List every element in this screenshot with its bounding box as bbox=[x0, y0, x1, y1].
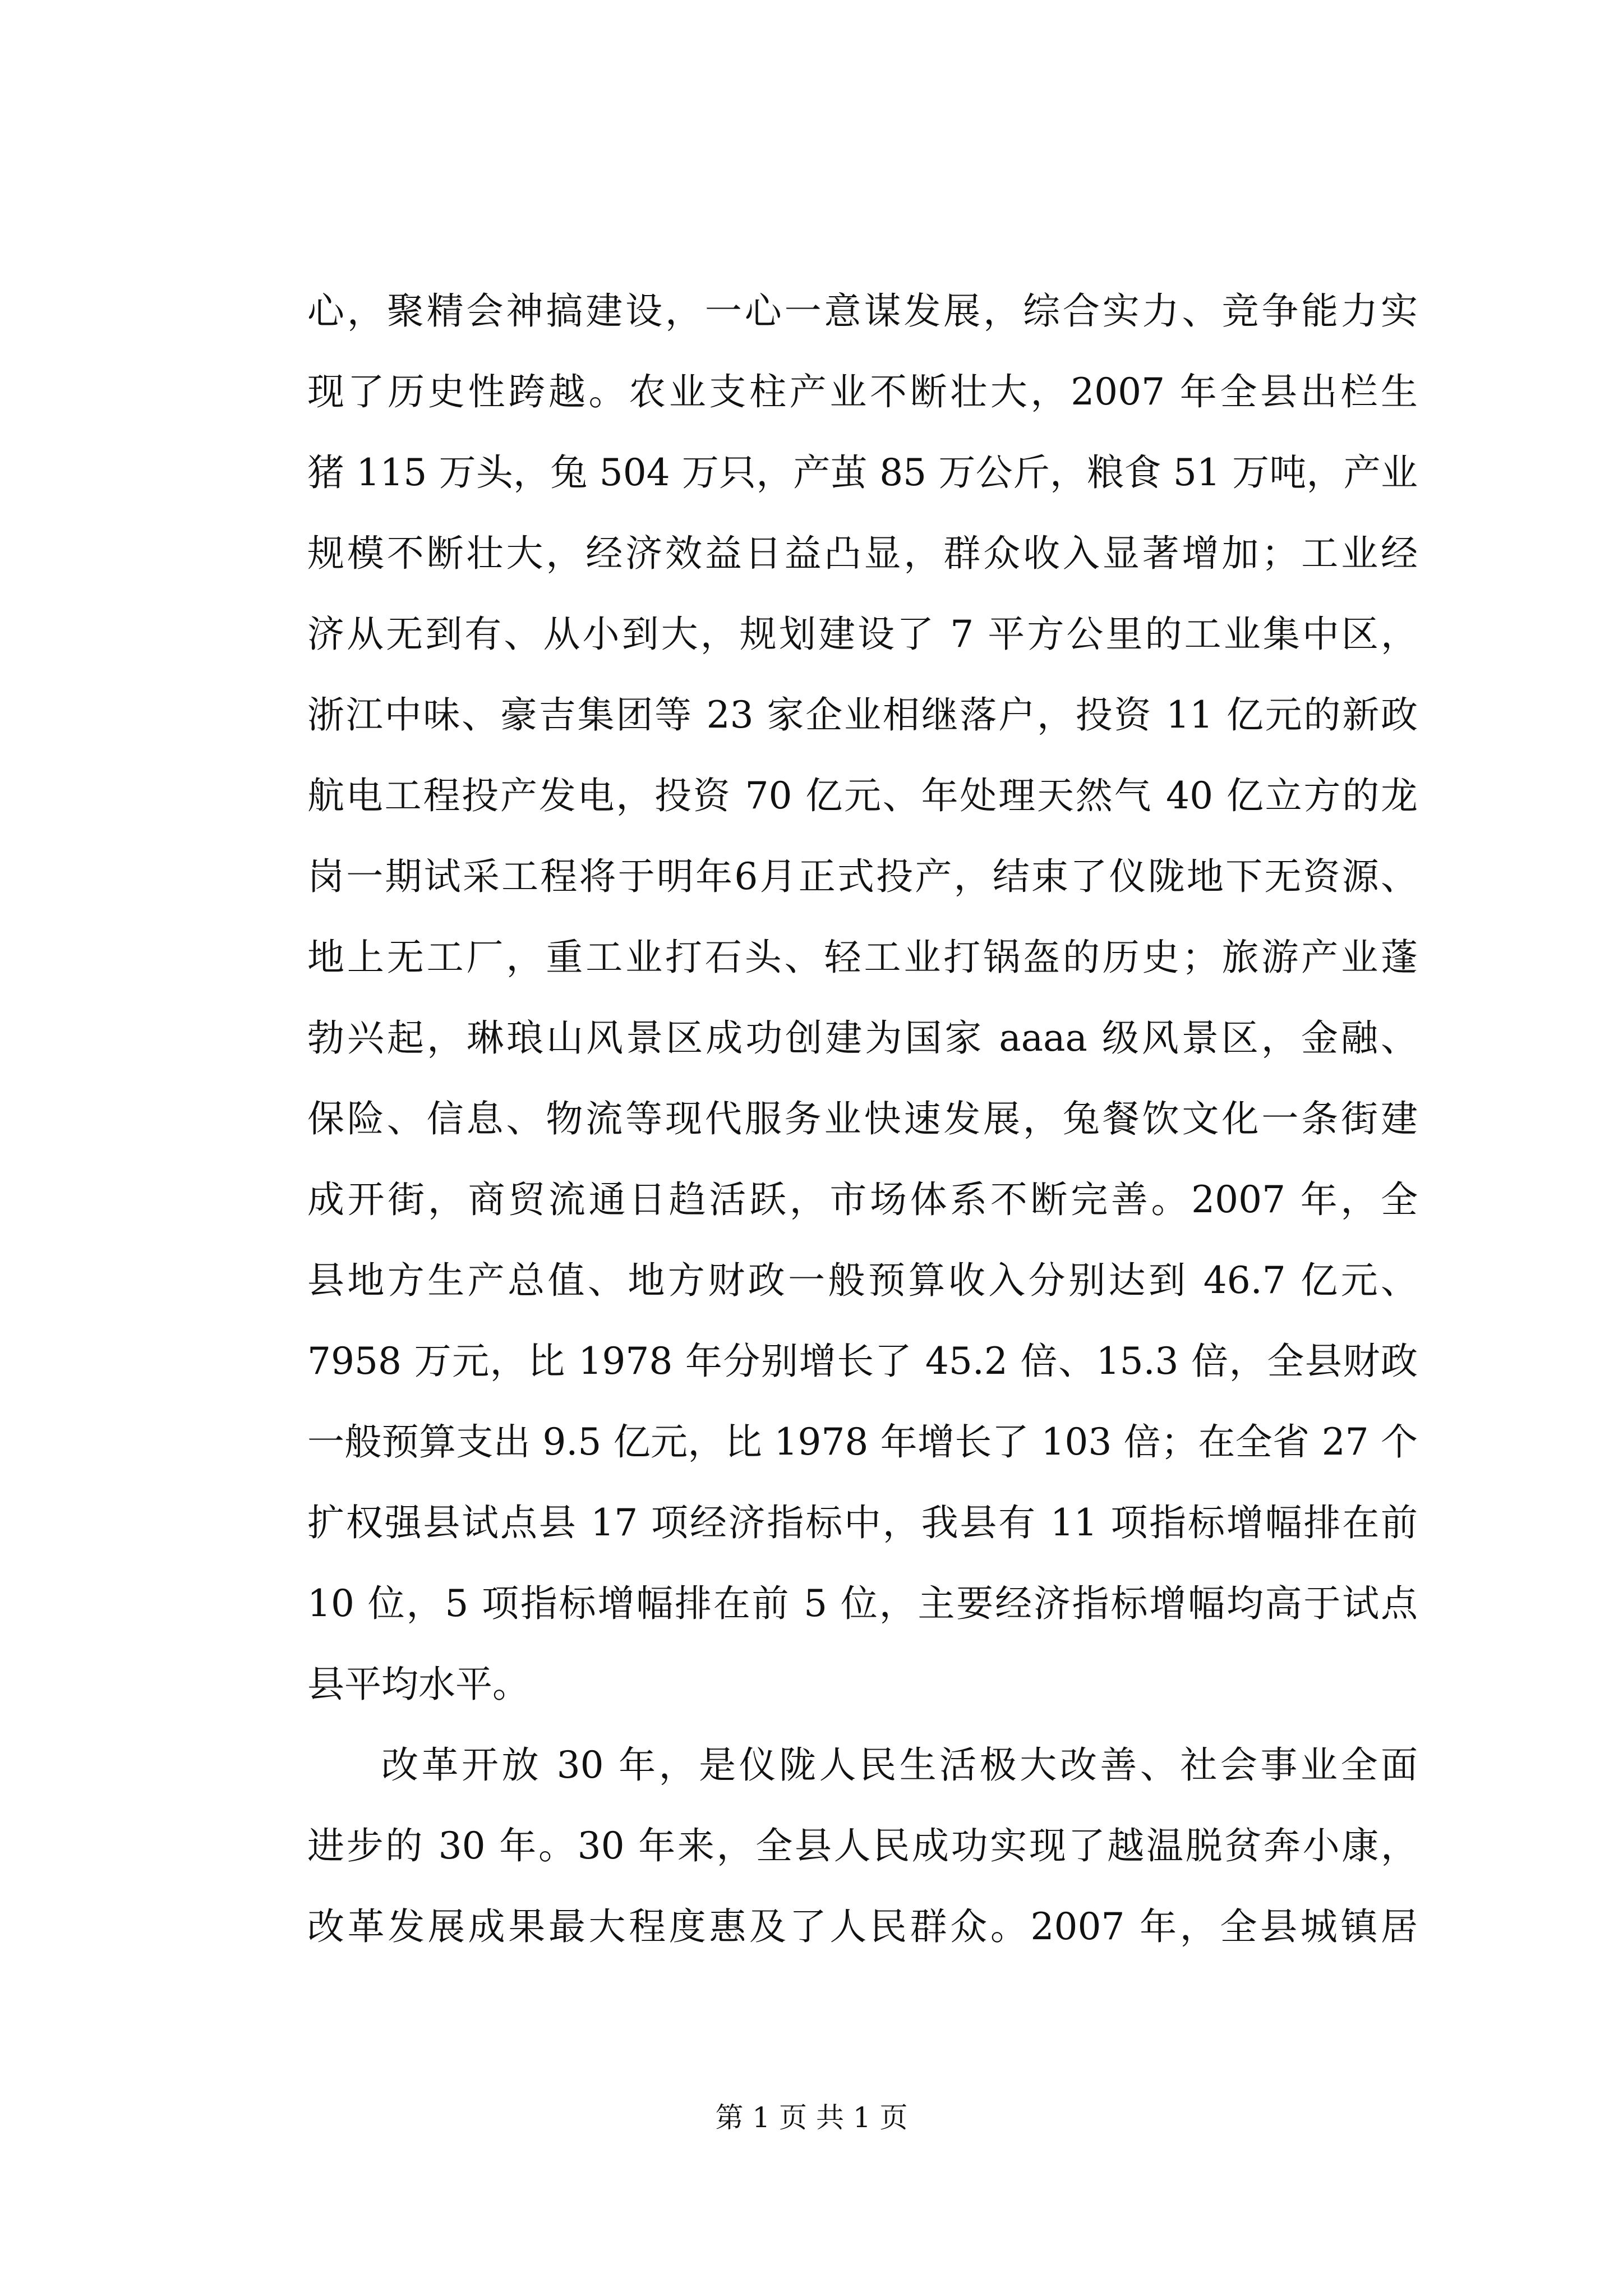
paragraph-1-line-2: 现了历史性跨越。农业支柱产业不断壮大，2007 年全县出栏生 bbox=[307, 370, 1418, 413]
paragraph-1-line-16: 扩权强县试点县 17 项经济指标中，我县有 11 项指标增幅排在前 bbox=[307, 1501, 1418, 1544]
paragraph-1-line-14: 7958 万元，比 1978 年分别增长了 45.2 倍、15.3 倍，全县财政 bbox=[307, 1340, 1418, 1383]
paragraph-1-line-10: 勃兴起，琳琅山风景区成功创建为国家 aaaa 级风景区，金融、 bbox=[307, 1016, 1418, 1060]
paragraph-2-line-2: 进步的 30 年。30 年来，全县人民成功实现了越温脱贫奔小康， bbox=[307, 1824, 1418, 1867]
paragraph-1-line-3: 猪 115 万头，兔 504 万只，产茧 85 万公斤，粮食 51 万吨，产业 bbox=[307, 451, 1418, 494]
paragraph-1-line-15: 一般预算支出 9.5 亿元，比 1978 年增长了 103 倍；在全省 27 个 bbox=[307, 1420, 1418, 1464]
paragraph-1-line-12: 成开街，商贸流通日趋活跃，市场体系不断完善。2007 年，全 bbox=[307, 1178, 1418, 1221]
paragraph-1-line-9: 地上无工厂，重工业打石头、轻工业打锅盔的历史；旅游产业蓬 bbox=[307, 936, 1418, 979]
paragraph-1-line-7: 航电工程投产发电，投资 70 亿元、年处理天然气 40 亿立方的龙 bbox=[307, 774, 1418, 817]
paragraph-1-line-8: 岗一期试采工程将于明年6月正式投产，结束了仪陇地下无资源、 bbox=[307, 855, 1418, 898]
paragraph-1-line-11: 保险、信息、物流等现代服务业快速发展，兔餐饮文化一条街建 bbox=[307, 1097, 1418, 1140]
paragraph-1-line-5: 济从无到有、从小到大，规划建设了 7 平方公里的工业集中区， bbox=[307, 613, 1418, 656]
paragraph-1-line-6: 浙江中味、豪吉集团等 23 家企业相继落户，投资 11 亿元的新政 bbox=[307, 693, 1418, 737]
paragraph-2-line-3: 改革发展成果最大程度惠及了人民群众。2007 年，全县城镇居 bbox=[307, 1905, 1418, 1948]
paragraph-1-line-18: 县平均水平。 bbox=[307, 1663, 529, 1706]
paragraph-1-line-1: 心，聚精会神搞建设，一心一意谋发展，综合实力、竞争能力实 bbox=[307, 289, 1418, 333]
page-number-footer: 第 1 页 共 1 页 bbox=[715, 2101, 908, 2134]
paragraph-1-line-17: 10 位，5 项指标增幅排在前 5 位，主要经济指标增幅均高于试点 bbox=[307, 1582, 1418, 1625]
paragraph-1-line-4: 规模不断壮大，经济效益日益凸显，群众收入显著增加；工业经 bbox=[307, 532, 1418, 575]
paragraph-1-line-13: 县地方生产总值、地方财政一般预算收入分别达到 46.7 亿元、 bbox=[307, 1259, 1418, 1302]
paragraph-2-line-1: 改革开放 30 年，是仪陇人民生活极大改善、社会事业全面 bbox=[381, 1743, 1418, 1787]
